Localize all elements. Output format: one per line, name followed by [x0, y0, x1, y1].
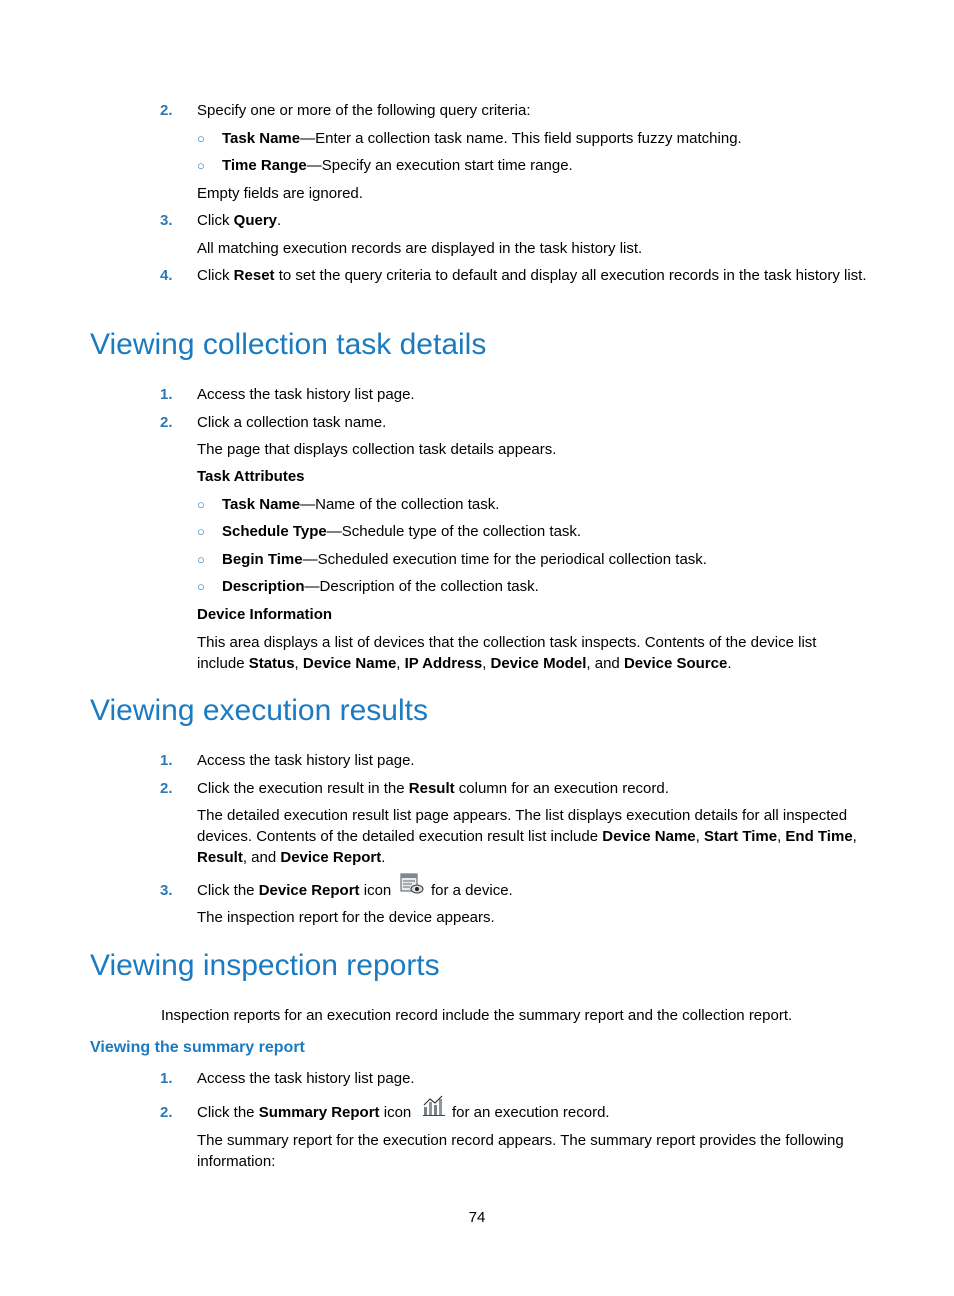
field-device-name: Device Name	[602, 828, 696, 845]
separator: , and	[586, 655, 624, 672]
separator: ,	[695, 828, 704, 845]
field-device-source: Device Source	[623, 655, 728, 672]
device-information-heading: Device Information	[197, 606, 333, 623]
step-mid: icon	[359, 882, 392, 899]
step-number: 1.	[160, 752, 173, 769]
bullet-icon: ○	[197, 524, 205, 539]
step-number: 2.	[160, 1104, 173, 1121]
field-device-report: Device Report	[280, 849, 382, 866]
result-term: Result	[408, 780, 455, 797]
step-number: 1.	[160, 386, 173, 403]
bullet-term: Begin Time	[222, 551, 303, 568]
separator: ,	[482, 655, 491, 672]
device-report-term: Device Report	[258, 882, 360, 899]
task-attributes-heading: Task Attributes	[197, 468, 305, 485]
bullet-item	[222, 155, 573, 176]
step-text: Specify one or more of the following query criteria:	[197, 102, 531, 119]
step-text	[197, 210, 281, 231]
bullet-desc: —Specify an execution start time range.	[306, 157, 573, 174]
bullet-term: Time Range	[222, 157, 307, 174]
step-note: The page that displays collection task details appears.	[197, 441, 557, 458]
bullet-desc: —Enter a collection task name. This field supports fuzzy matching.	[300, 130, 742, 147]
bullet-item	[222, 494, 499, 515]
step-number: 3.	[160, 212, 173, 229]
bullet-item	[222, 128, 742, 149]
bullet-item	[222, 549, 707, 570]
bullet-icon: ○	[197, 131, 205, 146]
field-end-time: End Time	[785, 828, 853, 845]
field-device-model: Device Model	[490, 655, 587, 672]
bullet-desc: —Schedule type of the collection task.	[326, 523, 582, 540]
step-note: The inspection report for the device appears.	[197, 909, 495, 926]
subheading-summary-report: Viewing the summary report	[90, 1039, 305, 1056]
field-device-name: Device Name	[302, 655, 397, 672]
bullet-icon: ○	[197, 497, 205, 512]
step-text: Access the task history list page.	[197, 1070, 415, 1087]
step-pre: Click	[197, 212, 234, 229]
step-note: Empty fields are ignored.	[197, 185, 363, 202]
separator: , and	[242, 849, 281, 866]
step-post: for a device.	[431, 882, 513, 899]
page-number: 74	[468, 1209, 486, 1226]
step-mid: icon	[379, 1104, 412, 1121]
step-text	[197, 880, 391, 901]
paragraph-text: This area displays a list of devices that the collection task inspects. Contents of the device list include	[197, 634, 817, 672]
bullet-item	[222, 576, 539, 597]
bullet-desc: —Description of the collection task.	[304, 578, 539, 595]
device-info-paragraph	[197, 632, 867, 674]
summary-report-icon	[422, 1095, 446, 1117]
section-title-results: Viewing execution results	[90, 694, 428, 727]
step-number: 1.	[160, 1070, 173, 1087]
bullet-icon: ○	[197, 552, 205, 567]
separator: ,	[777, 828, 786, 845]
bullet-term: Description	[222, 578, 305, 595]
bullet-desc: —Name of the collection task.	[300, 496, 500, 513]
step-pre: Click the execution result in the	[197, 780, 409, 797]
step-text	[197, 1102, 411, 1123]
step-number: 2.	[160, 414, 173, 431]
step-text: Access the task history list page.	[197, 386, 415, 403]
field-ip-address: IP Address	[404, 655, 483, 672]
step-text	[197, 778, 669, 799]
bullet-desc: —Scheduled execution time for the periodical collection task.	[302, 551, 707, 568]
step-pre: Click the	[197, 882, 259, 899]
step-post: to set the query criteria to default and display all execution records in the task history list.	[274, 267, 867, 284]
step-pre: Click	[197, 267, 234, 284]
step-text: Click a collection task name.	[197, 414, 387, 431]
bullet-icon: ○	[197, 579, 205, 594]
separator: ,	[852, 828, 857, 845]
bullet-item	[222, 521, 581, 542]
summary-report-term: Summary Report	[258, 1104, 380, 1121]
bullet-icon: ○	[197, 158, 205, 173]
separator: ,	[396, 655, 405, 672]
reset-term: Reset	[233, 267, 275, 284]
step-post: column for an execution record.	[454, 780, 669, 797]
step-number: 2.	[160, 102, 173, 119]
device-report-icon	[400, 873, 424, 895]
step-pre: Click the	[197, 1104, 259, 1121]
bullet-term: Task Name	[222, 496, 301, 513]
step-number: 3.	[160, 882, 173, 899]
step-number: 2.	[160, 780, 173, 797]
step-note: The summary report for the execution record appears. The summary report provides the following information:	[197, 1132, 844, 1170]
bullet-term: Task Name	[222, 130, 301, 147]
bullet-term: Schedule Type	[222, 523, 327, 540]
field-status: Status	[248, 655, 295, 672]
field-start-time: Start Time	[703, 828, 778, 845]
step-post: .	[277, 212, 282, 229]
section-title-details: Viewing collection task details	[90, 328, 487, 361]
step-note: All matching execution records are displayed in the task history list.	[197, 240, 643, 257]
step-number: 4.	[160, 267, 173, 284]
field-result: Result	[197, 849, 243, 866]
separator: .	[727, 655, 732, 672]
separator: .	[381, 849, 386, 866]
step-text	[197, 265, 867, 286]
separator: ,	[294, 655, 303, 672]
detail-paragraph	[197, 805, 867, 868]
section-title-reports: Viewing inspection reports	[90, 949, 440, 982]
section-intro: Inspection reports for an execution record include the summary report and the collection report.	[161, 1007, 793, 1024]
step-text: Access the task history list page.	[197, 752, 415, 769]
query-term: Query	[233, 212, 278, 229]
paragraph-text: The detailed execution result list page appears. The list displays execution details for all inspected devices. Contents of the detailed execution result list include	[197, 807, 848, 845]
step-post: for an execution record.	[452, 1104, 610, 1121]
